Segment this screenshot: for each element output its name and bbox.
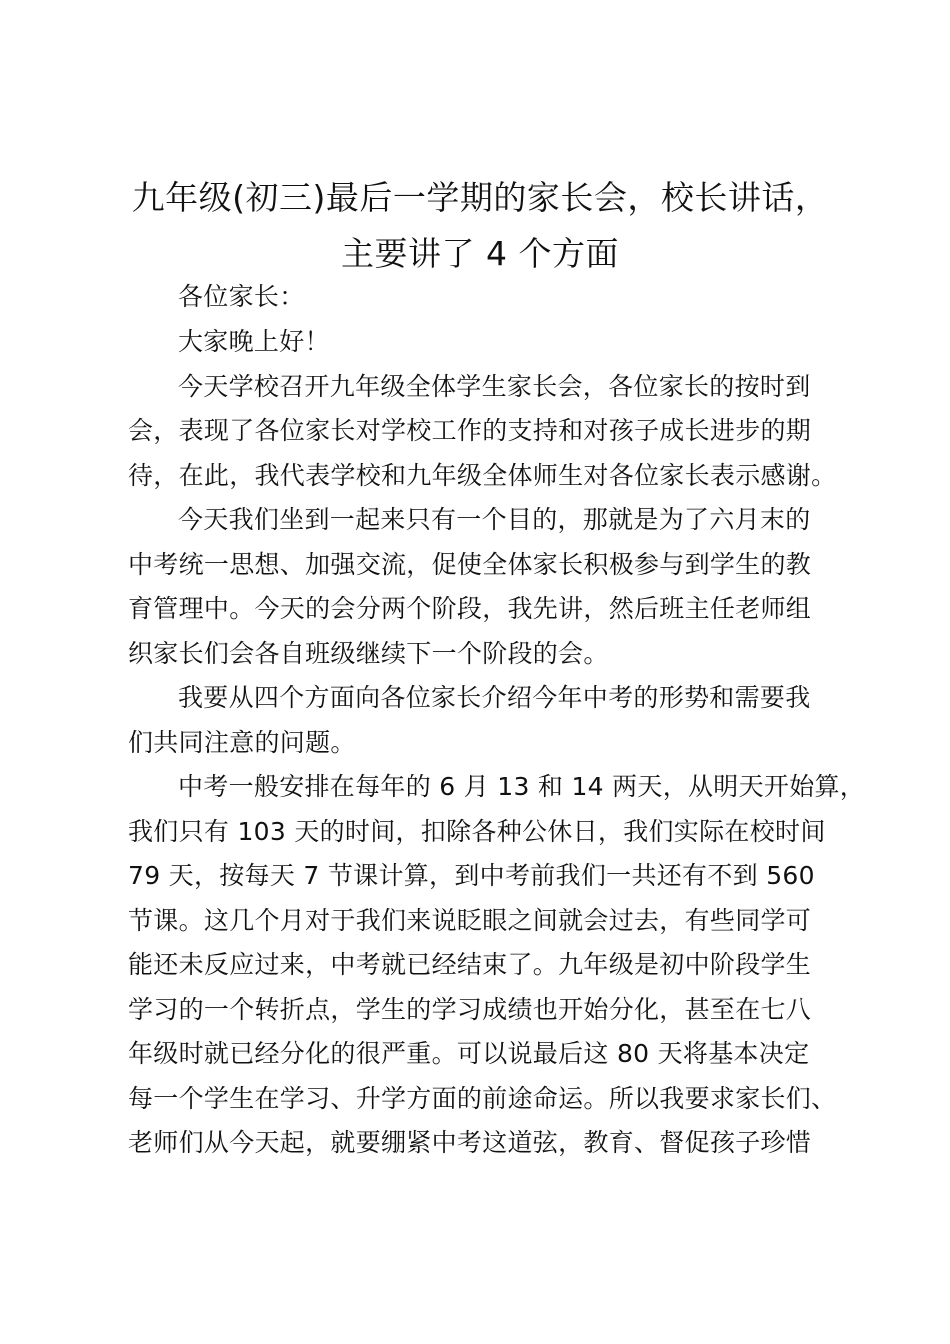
- paragraph-2-line: 育管理中。今天的会分两个阶段，我先讲，然后班主任老师组: [128, 594, 812, 623]
- salutation: 各位家长：: [178, 282, 305, 311]
- paragraph-4-line: 我们只有 103 天的时间，扣除各种公休日，我们实际在校时间: [128, 817, 826, 846]
- paragraph-1-line: 今天学校召开九年级全体学生家长会，各位家长的按时到: [178, 372, 811, 401]
- paragraph-4-line: 中考一般安排在每年的 6 月 13 和 14 两天，从明天开始算，: [178, 772, 866, 801]
- paragraph-4-line: 年级时就已经分化的很严重。可以说最后这 80 天将基本决定: [128, 1039, 810, 1068]
- paragraph-4-line: 老师们从今天起，就要绷紧中考这道弦，教育、督促孩子珍惜: [128, 1128, 812, 1157]
- paragraph-3-line: 们共同注意的问题。: [128, 728, 356, 757]
- paragraph-2-line: 织家长们会各自班级继续下一个阶段的会。: [128, 639, 609, 668]
- paragraph-1-line: 待，在此，我代表学校和九年级全体师生对各位家长表示感谢。: [128, 461, 837, 490]
- greeting: 大家晚上好！: [178, 327, 330, 356]
- paragraph-4-line: 每一个学生在学习、升学方面的前途命运。所以我要求家长们、: [128, 1084, 837, 1113]
- paragraph-4-line: 节课。这几个月对于我们来说眨眼之间就会过去，有些同学可: [128, 906, 812, 935]
- paragraph-3-line: 我要从四个方面向各位家长介绍今年中考的形势和需要我: [178, 683, 811, 712]
- paragraph-1-line: 会，表现了各位家长对学校工作的支持和对孩子成长进步的期: [128, 416, 812, 445]
- paragraph-2-line: 中考统一思想、加强交流，促使全体家长积极参与到学生的教: [128, 550, 812, 579]
- title-line-2: 主要讲了 4 个方面: [341, 234, 619, 273]
- paragraph-4-line: 学习的一个转折点，学生的学习成绩也开始分化，甚至在七八: [128, 995, 812, 1024]
- document-title: [100, 170, 860, 282]
- paragraph-4-line: 79 天，按每天 7 节课计算，到中考前我们一共还有不到 560: [128, 861, 815, 890]
- paragraph-4-line: 能还未反应过来，中考就已经结束了。九年级是初中阶段学生: [128, 950, 812, 979]
- paragraph-2-line: 今天我们坐到一起来只有一个目的，那就是为了六月末的: [178, 505, 811, 534]
- title-line-1: 九年级(初三)最后一学期的家长会，校长讲话，: [131, 178, 829, 217]
